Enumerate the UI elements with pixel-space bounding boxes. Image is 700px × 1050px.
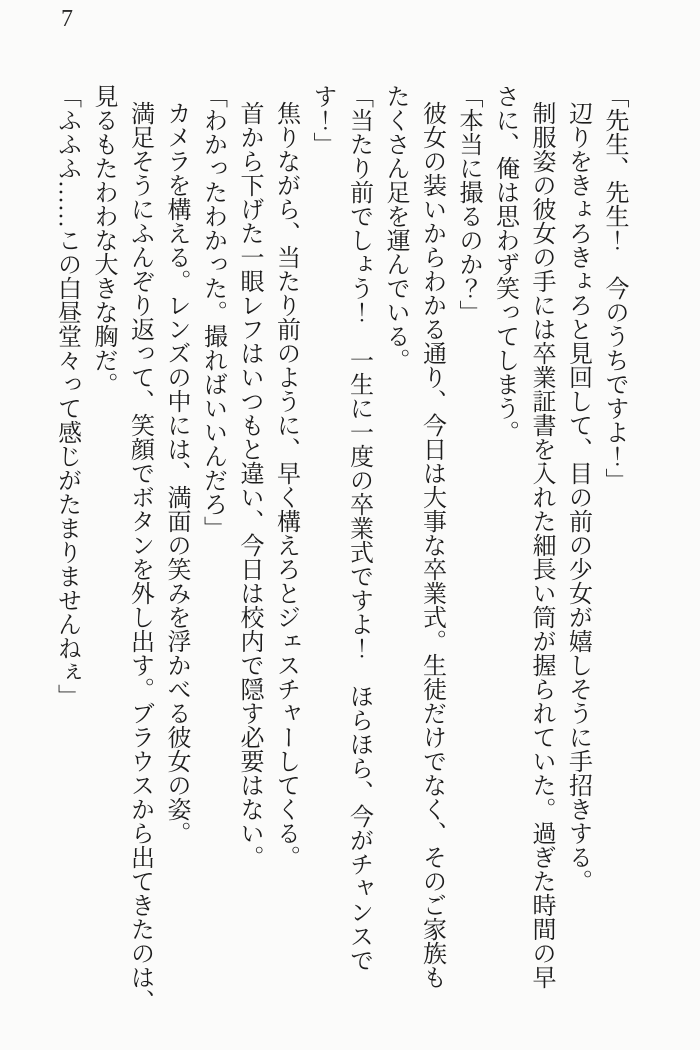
text-columns [48,84,632,1036]
text-line: 「本当に撮るのか？」 [455,84,481,324]
text-line: 辺りをきょろきょろと見回して、目の前の少女が嬉しそうに手招きする。 [564,101,591,893]
page-number: 7 [61,6,73,32]
text-line: 「先生、先生！ 今のうちですよ！」 [601,84,627,492]
text-line: 「わかったわかった。撮ればいいんだろ」 [199,84,226,540]
text-line: 「ふふふ……この白昼堂々って感じがたまりませんねぇ」 [53,84,80,708]
text-line: 焦りながら、当たり前のように、早く構えろとジェスチャーしてくる。 [272,101,299,869]
text-line: 彼女の装いからわかる通り、今日は大事な卒業式。生徒だけでなく、そのご家族も [418,101,445,989]
text-line: 首から下げた一眼レフはいつもと違い、今日は校内で隠す必要はない。 [236,101,262,869]
text-line: 制服姿の彼女の手には卒業証書を入れた細長い筒が握られていた。過ぎた時間の早 [528,101,554,989]
text-line: 見るもたわわな大きな胸だ。 [90,84,116,396]
text-line: たくさん足を運んでいる。 [382,84,408,372]
text-line: 満足そうにふんぞり返って、笑顔でボタンを外し出す。ブラウスから出てきたのは、 [126,101,153,1013]
text-line: す！」 [309,84,335,156]
text-line: 「当たり前でしょう！ 一生に一度の卒業式ですよ！ ほらほら、今がチャンスで [345,84,372,972]
text-line: さに、俺は思わず笑ってしまう。 [491,84,518,444]
text-line: カメラを構える。レンズの中には、満面の笑みを浮かべる彼女の姿。 [163,101,189,845]
